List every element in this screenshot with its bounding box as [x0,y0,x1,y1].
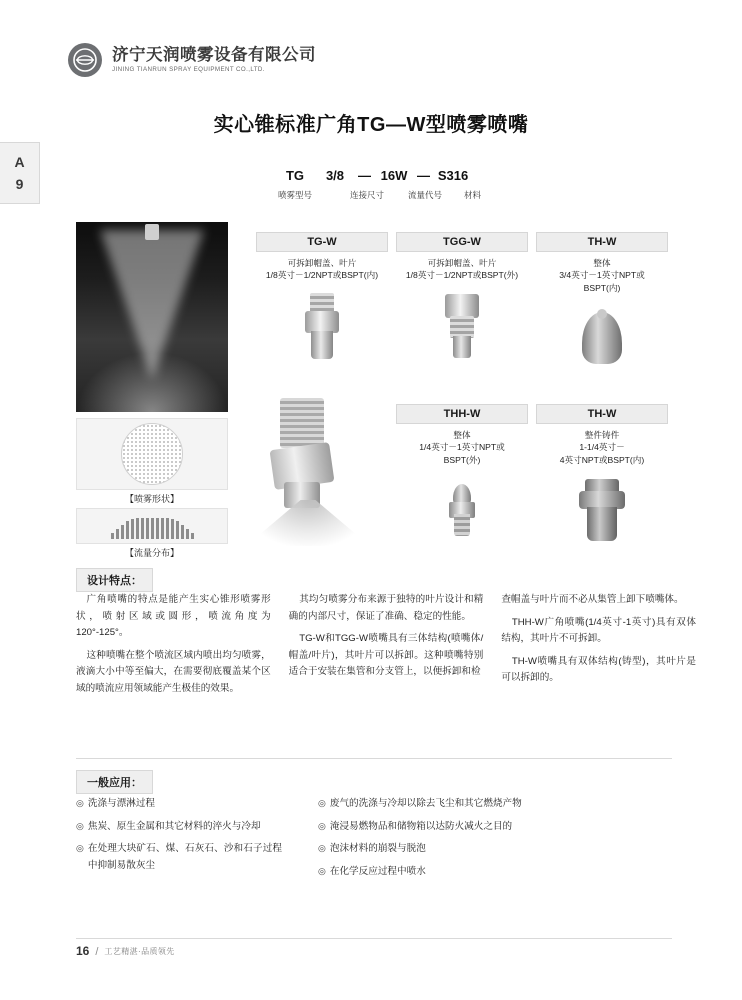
spray-cone-photo [76,222,228,412]
footer-tagline: 工艺精湛·品质领先 [104,947,175,956]
list-item [76,796,282,819]
product-card-desc-line: 1-1/4英寸－ [579,442,625,453]
list-item [76,819,282,842]
company-name-en: JINING TIANRUN SPRAY EQUIPMENT CO.,LTD. [112,65,265,73]
product-card-desc [396,257,528,282]
product-card-desc-line: 4英寸NPT或BSPT(内) [559,454,645,465]
page-header [0,34,742,86]
bullet-icon: ◎ [76,798,84,808]
model-code-breakdown [278,168,508,201]
code-segment-flow: 16W [380,168,408,183]
paragraph: TH-W喷嘴具有双体结构(铸型)，其叶片是可以拆卸的。 [501,655,697,683]
paragraph: 查帽盖与叶片而不必从集管上卸下喷嘴体。 [501,594,684,605]
product-card-desc [396,429,528,466]
section-tab [0,142,40,204]
paragraph: 这种喷嘴在整个喷流区域内喷出均匀喷雾，液滴大小中等至偏大，在需要彻底覆盖某个区域的喷流应用领域能产生极佳的效果。 [76,649,271,694]
nozzle-thw-icon [536,300,668,376]
code-label-size: 连接尺寸 [350,190,385,200]
design-col-3 [501,592,696,703]
list-item [318,841,524,864]
product-card-tgg-w[interactable] [396,232,528,364]
code-dash-1: — [358,168,371,183]
product-card-desc-line: 1/8英寸－1/2NPT或BSPT(外) [405,270,519,281]
bullet-icon: ◎ [318,865,326,876]
applications-columns [76,796,696,886]
list-item [318,819,524,842]
applications-col-1 [76,796,282,886]
assembly-thread [280,398,324,448]
page-footer [76,944,175,958]
product-card-desc-line: 整体 [593,258,611,268]
product-card-title: TG-W [256,232,388,252]
product-card-desc [536,257,668,294]
section-tab-letter: A [14,154,25,170]
list-item [318,796,524,819]
product-card-desc-line: 整体 [453,430,471,440]
product-card-desc-line: 3/4英寸－1英寸NPT或 [559,270,645,281]
paragraph: TG-W和TGG-W喷嘴具有三体结构(喷嘴体/帽盖/叶片)，其叶片可以拆卸。这种喷嘴特别适合于安装在集管和分支管上，以便拆卸和检 [288,633,484,677]
product-card-desc-line: BSPT(外) [443,454,481,465]
paragraph: THH-W广角喷嘴(1/4英寸-1英寸)具有双体结构，其叶片不可拆卸。 [501,616,697,644]
flow-distribution-caption: 【流量分布】 [124,548,179,558]
circle-logo-icon [68,43,102,77]
nozzle-thhw-icon [396,472,528,548]
design-col-1 [76,592,271,703]
design-features-columns [76,592,696,703]
nozzle-assembly-photo [228,398,388,548]
nozzle-tggw-icon [396,288,528,364]
list-item [76,841,282,880]
nozzle-thw-cast-icon [536,472,668,548]
applications-label: 一般应用： [76,770,153,794]
product-card-thh-w[interactable] [396,404,528,548]
code-label-model: 喷雾型号 [278,190,313,200]
code-segment-material: S316 [437,168,469,183]
design-features-label: 设计特点： [76,568,153,592]
product-card-title: TH-W [536,404,668,424]
nozzle-tgw-icon [256,288,388,364]
spray-shape-diagram [76,418,228,490]
distribution-bars [111,515,194,539]
code-segment-size: 3/8 [325,168,345,183]
footer-slash: / [95,946,99,958]
list-item-text: 焦炭、原生金属和其它材料的淬火与冷却 [87,820,261,832]
design-col-2 [289,592,484,703]
list-item-text: 洗涤与漂淋过程 [87,798,156,809]
product-card-desc-line: 可拆卸帽盖、叶片 [427,258,497,268]
product-card-desc-line: 1/4英寸－1英寸NPT或 [419,442,505,453]
list-item-text: 废气的洗涤与冷却以除去飞尘和其它燃烧产物 [329,798,522,809]
page-title: 实心锥标准广角TG—W型喷雾喷嘴 [213,114,529,136]
section-divider [76,758,672,759]
product-card-desc-line: BSPT(内) [583,282,621,293]
product-card-th-w[interactable] [536,232,668,376]
product-card-title: TGG-W [396,232,528,252]
company-logo [68,43,316,77]
product-card-title: TH-W [536,232,668,252]
paragraph: 广角喷嘴的特点是能产生实心锥形喷雾形状，喷射区域或圆形，喷流角度为120°-125°。 [76,594,271,638]
footer-divider [76,938,672,939]
list-item-text: 泡沫材料的崩裂与脱泡 [329,843,426,854]
product-card-desc-line: 可拆卸帽盖、叶片 [287,258,357,268]
spray-haze [76,352,228,412]
product-card-title: THH-W [396,404,528,424]
assembly-spray-plume [246,500,370,546]
spray-pattern-circle-icon [121,423,183,485]
code-segment-model: TG [285,168,305,183]
code-label-flow: 流量代号 [408,190,443,200]
page-number: 16 [76,944,90,958]
product-card-desc [536,429,668,466]
spray-shape-caption: 【喷雾形状】 [124,494,179,504]
product-card-desc-line: 整件铸件 [584,430,620,440]
bullet-icon: ◎ [318,798,326,808]
paragraph: 其均匀喷雾分布来源于独特的叶片设计和精确的内部尺寸，保证了准确、稳定的性能。 [288,594,484,622]
product-card-th-w-cast[interactable] [536,404,668,548]
bullet-icon: ◎ [76,843,84,853]
product-card-desc-line: 1/8英寸－1/2NPT或BSPT(内) [265,270,379,281]
nozzle-silhouette-icon [145,224,159,240]
code-label-material: 材料 [464,190,482,200]
list-item-text: 在处理大块矿石、煤、石灰石、沙和石子过程中抑制易散灰尘 [87,843,282,871]
list-item-text: 在化学反应过程中喷水 [329,865,426,877]
section-tab-number: 9 [15,176,24,192]
code-dash-2: — [417,168,430,183]
bullet-icon: ◎ [318,820,326,831]
bullet-icon: ◎ [318,843,326,853]
applications-col-2 [318,796,524,886]
company-name-cn: 济宁天润喷雾设备有限公司 [112,45,316,64]
list-item-text: 淹浸易燃物品和储物箱以达防火减火之目的 [329,820,513,832]
list-item [318,864,524,887]
flow-distribution-diagram [76,508,228,544]
bullet-icon: ◎ [76,820,84,831]
product-card-desc [256,257,388,282]
product-card-tg-w[interactable] [256,232,388,364]
